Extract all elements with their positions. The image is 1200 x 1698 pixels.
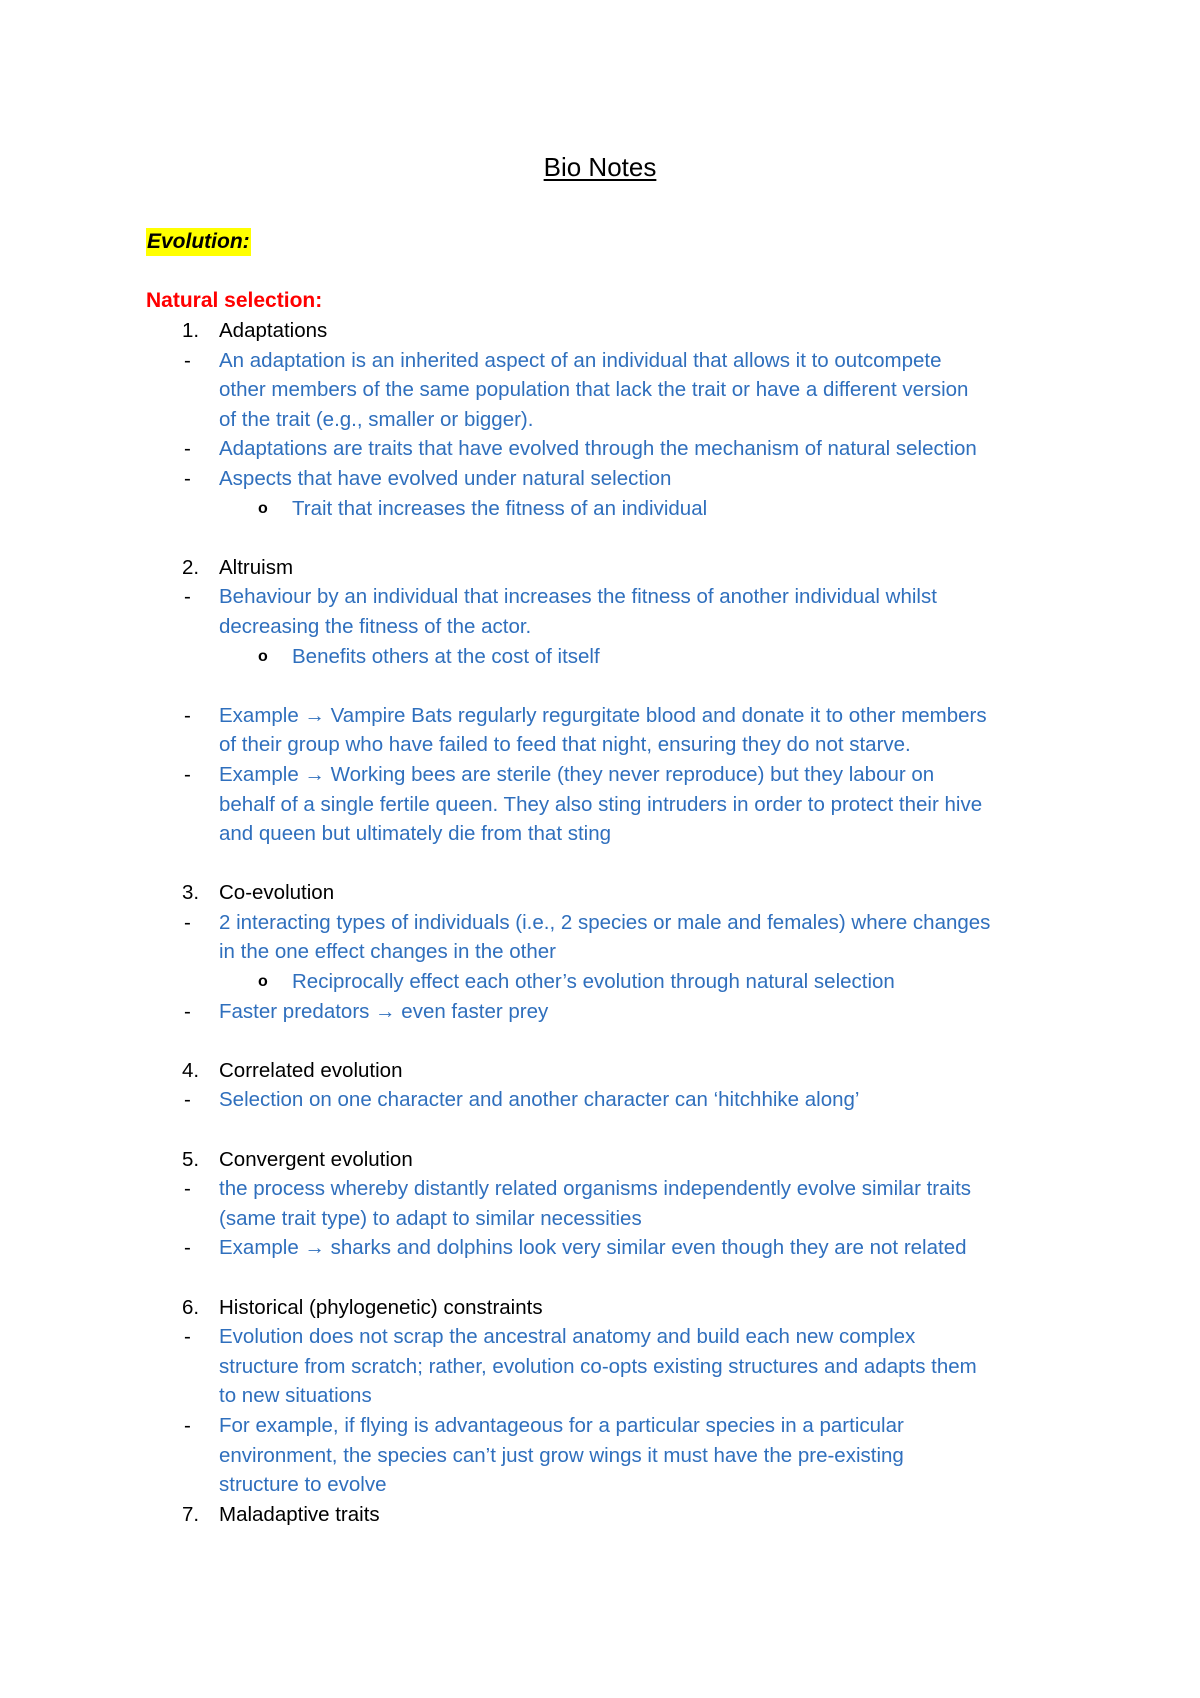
bullet-item: [146, 908, 1076, 938]
line-text: Faster predators → even faster prey: [219, 999, 549, 1023]
line-text: the process whereby distantly related organisms independently evolve similar traits: [219, 1177, 972, 1201]
line-text: Benefits others at the cost of itself: [292, 644, 600, 668]
numbered-item: [146, 1500, 1076, 1530]
line-text: behalf of a single fertile queen. They also sting intruders in order to protect their hive: [219, 792, 983, 816]
line-text: Adaptations: [219, 319, 328, 342]
continuation-line: [146, 1204, 1076, 1234]
blank-line: [146, 671, 1076, 701]
bullet-item: [146, 1322, 1076, 1352]
bullet-item: [146, 1085, 1076, 1115]
line-text: other members of the same population that lack the trait or have a different version: [219, 378, 969, 402]
list-number: 3.: [182, 881, 200, 905]
line-text: Aspects that have evolved under natural selection: [219, 466, 672, 490]
dash-bullet-icon: -: [184, 1088, 191, 1112]
dash-bullet-icon: -: [184, 999, 191, 1023]
continuation-line: [146, 612, 1076, 642]
dash-bullet-icon: -: [184, 1413, 191, 1437]
bullet-item: [146, 1411, 1076, 1441]
line-text: Example → Working bees are sterile (they never reproduce) but they labour on: [219, 762, 935, 786]
sub-bullet-item: [146, 494, 1076, 524]
dash-bullet-icon: -: [184, 1325, 191, 1349]
notes-body: [146, 316, 1076, 1529]
line-text: Convergent evolution: [219, 1147, 413, 1171]
bullet-item: [146, 1174, 1076, 1204]
continuation-line: [146, 1352, 1076, 1382]
continuation-line: [146, 1470, 1076, 1500]
bullet-item: [146, 997, 1076, 1027]
circle-bullet-icon: o: [258, 499, 268, 517]
line-text: Selection on one character and another character can ‘hitchhike along’: [219, 1088, 860, 1112]
continuation-line: [146, 790, 1076, 820]
bullet-item: [146, 346, 1076, 376]
continuation-line: [146, 1441, 1076, 1471]
dash-bullet-icon: -: [184, 762, 191, 786]
list-number: 5.: [182, 1147, 200, 1171]
bullet-item: [146, 760, 1076, 790]
numbered-item: [146, 878, 1076, 908]
continuation-line: [146, 937, 1076, 967]
line-text: Behaviour by an individual that increases the fitness of another individual whilst: [219, 585, 937, 609]
bullet-item: [146, 434, 1076, 464]
dash-bullet-icon: -: [184, 1177, 191, 1201]
line-text: in the one effect changes in the other: [219, 940, 556, 964]
continuation-line: [146, 405, 1076, 435]
line-text: For example, if flying is advantageous for a particular species in a particular: [219, 1413, 904, 1437]
line-text: of their group who have failed to feed that night, ensuring they do not starve.: [219, 733, 911, 757]
list-number: 2.: [182, 555, 200, 579]
bullet-item: [146, 464, 1076, 494]
blank-line: [146, 523, 1076, 553]
line-text: Example → sharks and dolphins look very similar even though they are not related: [219, 1236, 967, 1260]
line-text: Correlated evolution: [219, 1058, 403, 1082]
list-number: 7.: [182, 1502, 200, 1526]
line-text: (same trait type) to adapt to similar necessities: [219, 1206, 642, 1230]
line-text: and queen but ultimately die from that sting: [219, 822, 612, 846]
blank-line: [146, 1026, 1076, 1056]
numbered-item: [146, 1145, 1076, 1175]
dash-bullet-icon: -: [184, 703, 191, 727]
list-number: 1.: [182, 319, 200, 342]
sub-bullet-item: [146, 967, 1076, 997]
sub-bullet-item: [146, 642, 1076, 672]
line-text: Historical (phylogenetic) constraints: [219, 1295, 543, 1319]
line-text: structure to evolve: [219, 1473, 387, 1497]
bullet-item: [146, 582, 1076, 612]
line-text: decreasing the fitness of the actor.: [219, 614, 532, 638]
line-text: environment, the species can’t just grow wings it must have the pre-existing: [219, 1443, 904, 1467]
dash-bullet-icon: -: [184, 437, 191, 461]
dash-bullet-icon: -: [184, 348, 191, 372]
numbered-item: [146, 1056, 1076, 1086]
blank-line: [146, 1263, 1076, 1293]
numbered-item: [146, 316, 1076, 346]
continuation-line: [146, 375, 1076, 405]
dash-bullet-icon: -: [184, 466, 191, 490]
line-text: 2 interacting types of individuals (i.e., 2 species or male and females) where changes: [219, 910, 991, 934]
dash-bullet-icon: -: [184, 1236, 191, 1260]
line-text: An adaptation is an inherited aspect of an individual that allows it to outcompete: [219, 348, 942, 372]
line-text: Maladaptive traits: [219, 1502, 380, 1526]
line-text: Evolution does not scrap the ancestral anatomy and build each new complex: [219, 1325, 916, 1349]
line-text: Example → Vampire Bats regularly regurgitate blood and donate it to other members: [219, 703, 987, 727]
bullet-item: [146, 701, 1076, 731]
list-number: 4.: [182, 1058, 200, 1082]
line-text: Adaptations are traits that have evolved through the mechanism of natural selection: [219, 437, 977, 461]
subheading: Natural selection:: [146, 289, 323, 312]
line-text: to new situations: [219, 1384, 372, 1408]
line-text: of the trait (e.g., smaller or bigger).: [219, 407, 534, 431]
dash-bullet-icon: -: [184, 910, 191, 934]
line-text: Altruism: [219, 555, 294, 579]
section-heading: Evolution:: [146, 228, 251, 256]
continuation-line: [146, 730, 1076, 760]
circle-bullet-icon: o: [258, 647, 268, 665]
numbered-item: [146, 553, 1076, 583]
line-text: Co-evolution: [219, 881, 335, 905]
bullet-item: [146, 1233, 1076, 1263]
continuation-line: [146, 819, 1076, 849]
line-text: Trait that increases the fitness of an individual: [292, 496, 708, 520]
line-text: structure from scratch; rather, evolution co-opts existing structures and adapts them: [219, 1354, 977, 1378]
circle-bullet-icon: o: [258, 973, 268, 991]
dash-bullet-icon: -: [184, 585, 191, 609]
blank-line: [146, 849, 1076, 879]
continuation-line: [146, 1381, 1076, 1411]
numbered-item: [146, 1293, 1076, 1323]
list-number: 6.: [182, 1295, 200, 1319]
line-text: Reciprocally effect each other’s evolution through natural selection: [292, 970, 895, 994]
page-title: Bio Notes: [543, 152, 657, 182]
blank-line: [146, 1115, 1076, 1145]
